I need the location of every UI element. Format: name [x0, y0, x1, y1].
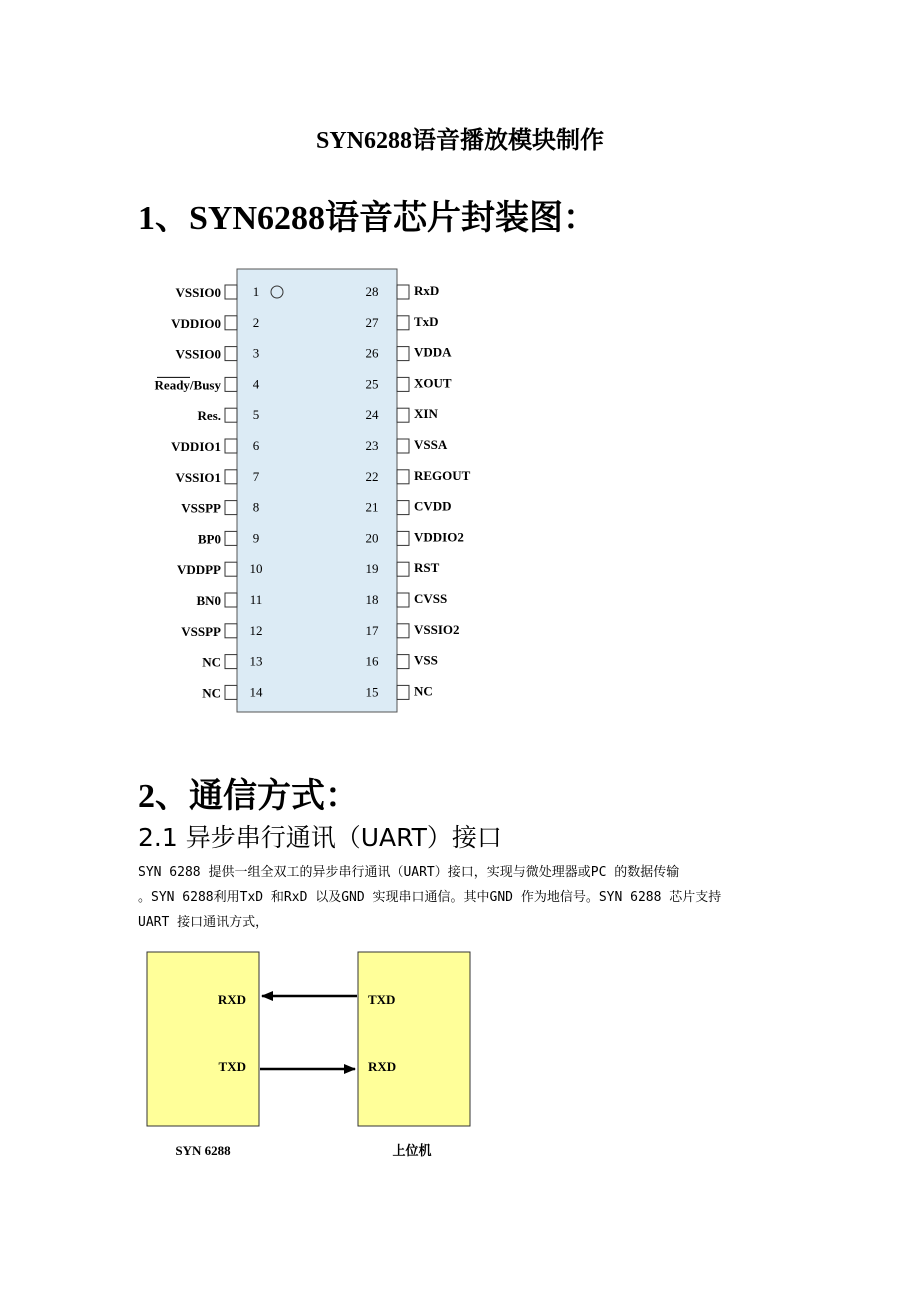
left-pin-label: VSSPP: [181, 623, 221, 639]
left-pin-pad: [225, 347, 237, 361]
right-pin-number: 17: [365, 622, 379, 638]
left-pin-pad: [225, 408, 237, 422]
right-pin-label: CVSS: [414, 591, 448, 606]
right-pin-pad: [397, 531, 409, 545]
right-pin-pad: [397, 439, 409, 453]
host-box: [358, 952, 470, 1126]
left-pin-pad: [225, 531, 237, 545]
chip-body: [237, 269, 397, 712]
syn-rxd-label: RXD: [217, 992, 246, 1007]
right-pin-number: 27: [365, 314, 379, 330]
right-pin-label: RST: [414, 560, 440, 576]
right-pin-pad: [397, 285, 409, 299]
right-pin-label: RxD: [414, 283, 440, 298]
left-pin-number: 12: [249, 622, 263, 638]
right-pin-pad: [397, 377, 409, 391]
left-pin-label: VDDIO0: [171, 315, 221, 331]
right-pin-number: 22: [365, 468, 379, 484]
left-pin-number: 5: [252, 407, 260, 423]
right-pin-label: REGOUT: [414, 467, 471, 483]
host-caption: 上位机: [392, 1144, 432, 1159]
left-pin-label: VSSIO0: [175, 346, 221, 362]
left-pin-label: VSSIO0: [175, 285, 221, 300]
right-pin-number: 15: [365, 684, 379, 700]
right-pin-pad: [397, 316, 409, 330]
left-pin-pad: [225, 439, 237, 453]
syn6288-box: [147, 952, 259, 1126]
left-pin-pad: [225, 470, 237, 484]
left-pin-number: 14: [249, 684, 263, 700]
left-pin-pad: [225, 285, 237, 299]
right-pin-pad: [397, 501, 409, 515]
left-pin-label: VSSPP: [181, 500, 221, 516]
right-pin-pad: [397, 624, 409, 638]
left-pin-number: 4: [252, 376, 260, 392]
right-pin-label: CVDD: [414, 498, 452, 514]
right-pin-pad: [397, 470, 409, 484]
section-heading-2: 2、通信方式：: [138, 778, 359, 815]
left-pin-number: 11: [249, 592, 263, 607]
paragraph-line: 。SYN 6288利用TxD 和RxD 以及GND 实现串口通信。其中GND 作为地信号。SYN 6288 芯片支持: [138, 890, 722, 905]
right-pin-label: VSSA: [414, 437, 448, 452]
host-txd-label: TXD: [368, 992, 396, 1007]
right-pin-number: 26: [365, 345, 379, 361]
right-pin-label: VDDIO2: [414, 529, 464, 545]
right-pin-number: 18: [365, 592, 379, 607]
left-pin-label: Ready/Busy: [154, 377, 221, 393]
right-pin-label: VSS: [414, 652, 438, 668]
right-pin-number: 24: [365, 407, 379, 423]
document-title: SYN6288语音播放模块制作: [315, 128, 604, 154]
left-pin-label: Res.: [197, 408, 221, 424]
right-pin-label: XOUT: [414, 375, 452, 391]
uart-connection-diagram: [0, 940, 920, 1180]
right-pin-pad: [397, 408, 409, 422]
left-pin-pad: [225, 501, 237, 515]
left-pin-label: VDDIO1: [171, 439, 221, 454]
left-pin-pad: [225, 377, 237, 391]
right-pin-number: 28: [365, 284, 379, 299]
left-pin-label: BN0: [196, 593, 221, 608]
uart-paragraph: [138, 860, 788, 935]
right-pin-number: 16: [365, 653, 379, 669]
right-pin-pad: [397, 655, 409, 669]
subsection-heading: 2.1 异步串行通讯（UART）接口: [138, 823, 502, 852]
left-pin-number: 3: [252, 345, 260, 361]
right-pin-label: NC: [414, 683, 433, 699]
right-pin-label: VSSIO2: [414, 621, 460, 637]
syn-txd-label: TXD: [218, 1059, 246, 1074]
right-pin-pad: [397, 562, 409, 576]
right-pin-pad: [397, 347, 409, 361]
chip-package-diagram: [0, 255, 920, 725]
left-pin-number: 8: [252, 499, 260, 515]
left-pin-number: 6: [252, 438, 260, 453]
right-pin-number: 19: [365, 561, 379, 577]
right-pin-pad: [397, 685, 409, 699]
left-pin-pad: [225, 655, 237, 669]
left-pin-number: 2: [252, 314, 260, 330]
left-pin-label: NC: [202, 685, 221, 701]
host-rxd-label: RXD: [368, 1059, 397, 1074]
paragraph-line: UART 接口通讯方式，: [138, 915, 269, 930]
left-pin-number: 1: [252, 284, 260, 299]
right-pin-number: 20: [365, 530, 379, 546]
left-pin-number: 7: [252, 468, 260, 484]
syn-caption: SYN 6288: [175, 1143, 231, 1158]
left-pin-pad: [225, 316, 237, 330]
right-pin-pad: [397, 593, 409, 607]
left-pin-number: 13: [249, 653, 263, 669]
right-pin-number: 21: [365, 499, 379, 515]
right-pin-label: VDDA: [414, 344, 452, 360]
right-pin-label: XIN: [414, 406, 438, 422]
right-pin-label: TxD: [414, 313, 439, 329]
paragraph-line: SYN 6288 提供一组全双工的异步串行通讯（UART）接口，实现与微处理器或PC 的数据传输: [138, 865, 680, 880]
right-pin-number: 23: [365, 438, 379, 453]
left-pin-label: VDDPP: [176, 562, 221, 578]
left-pin-pad: [225, 624, 237, 638]
left-pin-pad: [225, 593, 237, 607]
left-pin-pad: [225, 562, 237, 576]
left-pin-number: 10: [249, 561, 263, 577]
right-pin-number: 25: [365, 376, 379, 392]
left-pin-pad: [225, 685, 237, 699]
section-heading-1: 1、SYN6288语音芯片封装图：: [138, 200, 598, 237]
left-pin-number: 9: [252, 530, 260, 546]
left-pin-label: VSSIO1: [175, 469, 221, 485]
left-pin-label: BP0: [197, 531, 221, 547]
left-pin-label: NC: [202, 654, 221, 670]
